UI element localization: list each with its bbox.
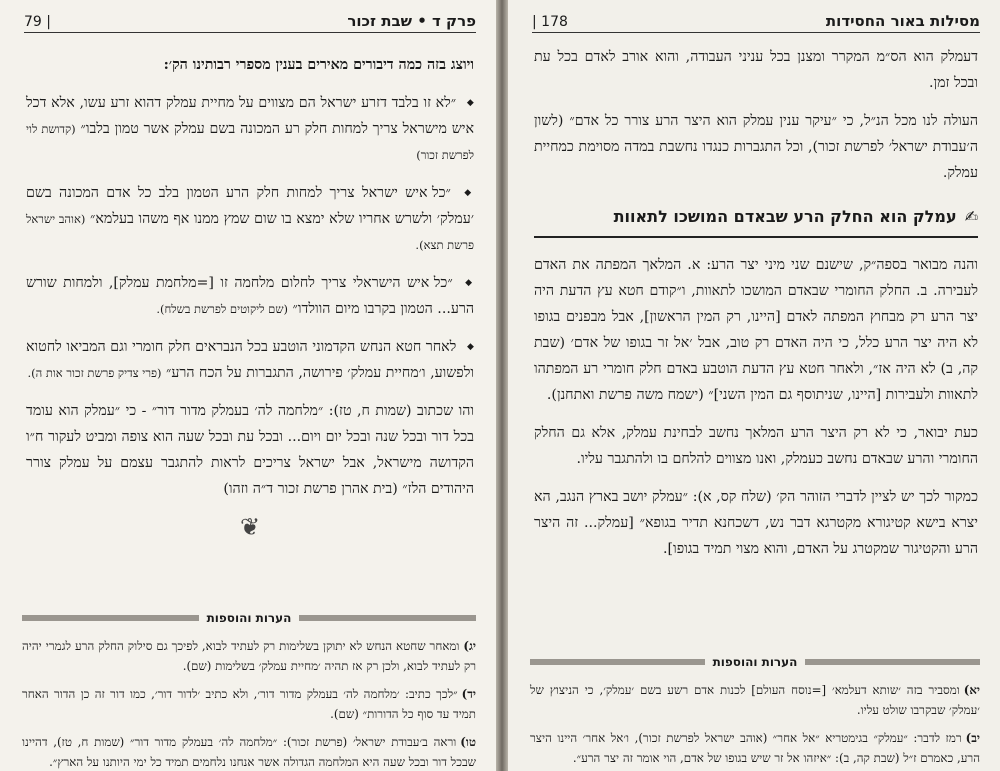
notes-header — [22, 608, 476, 628]
footnote-id: יד) — [461, 687, 476, 701]
footnote — [22, 732, 476, 771]
footnote — [22, 636, 476, 676]
quote-source: (קדושת לוי לפרשת זכור) — [26, 122, 474, 162]
left-chapter-title: פרק ד • שבת זכור — [347, 12, 476, 30]
paragraph: והנה מבואר בספה״ק, שישנם שני מיני יצר הרע: א. המלאך המפתה את האדם לעבירה. ב. החלק החומרי שבאדם המושכו לתאוות, ו״קודם חטא עץ הדעת היה יצר הרע רק מבחוץ המפתה לאדם [היינו, רק המין הראשון], אבל מבפנים בגופו לא היה יצר הרע כלל, כי היה האדם רק טוב, אבל ׳אל זר בגופו של אדם׳ (שבת קה, ב) לא היה אז״, ולאחר חטא עץ הדעת הוטבע באדם חלק חומרי רע המפתהו לתאוות ולעבירות [היינו, שניתוסף גם המין השני]״ (ישמח משה פרשת ואתחנן). — [534, 257, 978, 403]
footnote — [530, 680, 980, 720]
quill-icon: ✍ — [964, 207, 978, 226]
left-page-number: 79 | — [24, 14, 51, 30]
left-notes-section — [22, 608, 476, 771]
footnote-text: ומאחר שחטא הנחש לא יתוקן בשלימות רק לעתיד לבוא, לפיכך גם סילוק החלק הרע לגמרי יהיה רק לעתיד לבוא, ולכן רק אז תהיה ׳מחיית עמלק׳ בשלימות (שם). — [22, 639, 476, 673]
quote-item — [26, 180, 474, 258]
footnote-text: ומסביר בזה ׳שותא דעלמא׳ [=נוסח העולם] לכנות אדם רשע בשם ׳עמלק׳, כי הניצוץ של ׳עמלק׳ שבקרבו שולט עליו. — [530, 683, 980, 717]
footnote-id: טו) — [460, 735, 476, 749]
footnote — [530, 728, 980, 768]
quote-source: (פרי צדיק פרשת זכור אות ה). — [27, 366, 162, 380]
ornament-divider-icon: ❦ — [239, 513, 261, 541]
left-page — [0, 0, 496, 771]
paragraph: דעמלק הוא הס״מ המקרר ומצנן בכל עניני העבודה, והוא אורב לאדם בכל עת ובכל זמן. — [534, 49, 978, 91]
left-page-body — [26, 52, 474, 540]
footnote-id: יא) — [963, 683, 980, 697]
notes-title: הערות והוספות — [712, 655, 798, 669]
right-running-header — [532, 6, 980, 33]
footnote-id: יב) — [965, 731, 980, 745]
left-running-header — [24, 6, 476, 33]
notes-bar-line — [22, 615, 199, 621]
footnote — [22, 684, 476, 724]
quote-text: לאחר חטא הנחש הקדמוני הוטבע בכל הנבראים חלק חומרי וגם המביאו לחטוא ולפשוע, ו׳מחיית עמלק׳ פירושה, התגברות על הכח הרע״ — [26, 339, 474, 381]
right-book-title: מסילות באור החסידות — [825, 12, 980, 30]
notes-header — [530, 652, 980, 672]
right-page-body — [534, 44, 978, 574]
paragraph: העולה לנו מכל הנ״ל, כי ״עיקר ענין עמלק הוא היצר הרע צורר כל אדם״ (לשון ה׳עבודת ישראל׳ לפרשת זכור), וכל התגברות כנגדו נחשבת במדה מסוימת כמחיית עמלק. — [534, 113, 978, 181]
right-notes-section — [530, 652, 980, 771]
section-title: עמלק הוא החלק הרע שבאדם המושכו לתאוות — [613, 207, 957, 226]
intro-line: ויוצג בזה כמה דיבורים מאירים בענין מספרי רבותינו הק׳: — [163, 57, 474, 73]
quote-source: (אוהב ישראל פרשת תצא). — [26, 212, 474, 252]
notes-title: הערות והוספות — [206, 611, 292, 625]
quote-text: ״לא זו בלבד דזרע ישראל הם מצווים על מחיית עמלק דהוא זרע עשו, אלא דכל איש מישראל צריך למחות חלק רע המכונה בשם עמלק אשר טמון בלבו״ — [26, 95, 474, 137]
quote-item — [26, 270, 474, 322]
right-page-number: | 178 — [532, 14, 568, 30]
notes-bar-line — [530, 659, 705, 665]
paragraph: כעת יבואר, כי לא רק היצר הרע המלאך נחשב לבחינת עמלק, אלא גם החלק החומרי והרע שבאדם נחשב כעמלק, ואנו מצווים להלחם בו ולהתגבר עליו. — [534, 425, 978, 467]
closing-paragraph: והו שכתוב (שמות ח, טז): ״מלחמה לה׳ בעמלק מדור דור״ - כי ״עמלק הוא עומד בכל דור ובכל שנה ובכל יום ויום... ובכל עת ובכל שעה הוא צופה ומביט לעקור ח״ו הקדושה מישראל, אבל ישראל צריכים לראות להתגבר עצמם על עמלק צורר היהודים הלז״ (בית אהרן פרשת זכור ד״ה וזהו) — [26, 403, 474, 497]
notes-bar-line — [805, 659, 980, 665]
quote-source: (שם ליקוטים לפרשת בשלח). — [156, 302, 288, 316]
paragraph: כמקור לכך יש לציין לדברי הזוהר הק׳ (שלח קס, א): ״עמלק יושב בארץ הנגב, הא יצרא בישא קטיגורא מקטרגא דבר נש, דשכחנא תדיר בגופא״ [עמלק... זה היצר הרע והקטיגור שמקטרג על האדם, והוא מצוי תמיד בגופו]. — [534, 489, 978, 557]
footnote-text: ״לכך כתיב: ׳מלחמה לה׳ בעמלק מדור דור׳, ולא כתיב ׳לדור דור׳, כמו דור זה כן הדור האחר תמיד עד סוף כל הדורות״ (שם). — [22, 687, 476, 721]
book-gutter — [496, 0, 508, 771]
quote-text: ״כל איש ישראל צריך למחות חלק הרע הטמון בלב כל אדם המכונה בשם ׳עמלק׳ ולשרש אחריו שלא ימצא בו שום שמץ ממנו אף משהו בעלמא״ — [26, 185, 474, 227]
section-heading — [534, 200, 978, 238]
notes-bar-line — [299, 615, 476, 621]
footnote-text: וראה ב׳עבודת ישראל׳ (פרשת זכור): ״מלחמה לה׳ בעמלק מדור דור״ (שמות ח, טז), דהיינו שבכל דור ובכל שעה היא המלחמה הגדולה אשר אנחנו נלחמים תמיד כל ימי היותנו על הארץ״. — [22, 735, 476, 769]
footnote-id: יג) — [463, 639, 476, 653]
quote-item — [26, 90, 474, 168]
right-page — [508, 0, 1000, 771]
quote-text: ״כל איש הישראלי צריך לחלום מלחמה זו [=מלחמת עמלק], ולמחות שורש הרע... הטמון בקרבו מיום הוולדו״ — [26, 275, 474, 317]
footnote-text: רמז לדבר: ״עמלק״ בגימטריא ״אל אחר״ (אוהב ישראל לפרשת זכור), ו׳אל אחר׳ היינו היצר הרע, כאמרם ז״ל (שבת קה, ב): ״איזהו אל זר שיש בגופו של אדם, הוי אומר זה יצר הרע״. — [530, 731, 980, 765]
quote-item — [26, 334, 474, 386]
